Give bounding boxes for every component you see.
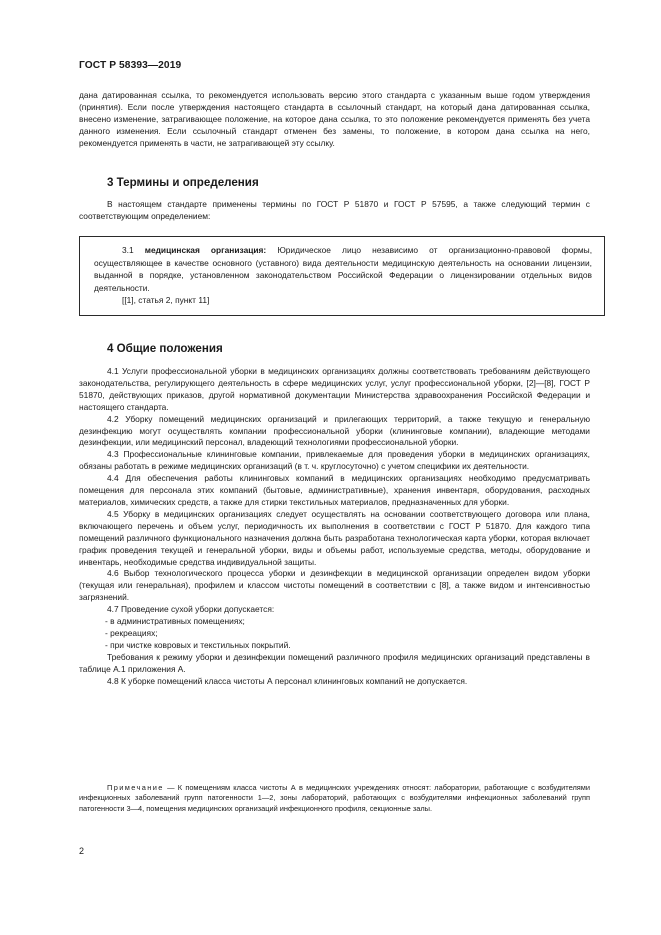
section-4-title: 4 Общие положения (107, 342, 223, 355)
section-3-title: 3 Термины и определения (107, 176, 259, 189)
note-block (79, 783, 590, 814)
term-definition-box (79, 236, 605, 316)
list-item: - в административных помещениях; (105, 616, 245, 627)
term-entry (94, 244, 592, 294)
list-item: - рекреациях; (105, 627, 158, 638)
list-item: - при чистке ковровых и текстильных покрытий. (105, 639, 291, 650)
clause-4-1: 4.1 Услуги профессиональной уборки в медицинских организациях должны соответствовать требованиям действующего законодательства, регулирующего деятельность в сфере медицинских услуг, услуг профессиональной уборки, [2]—[8], ГОСТ Р 51870, действующих приказов, другой нормативной документации Министерства здравоохранения Российской Федерации и настоящего стандарта. (79, 366, 590, 412)
term-definition (94, 244, 592, 307)
note-paragraph (79, 783, 590, 814)
page-number: 2 (79, 846, 85, 856)
term-number: 3.1 (122, 245, 134, 255)
clause-4-7-requirements: Требования к режиму уборки и дезинфекции помещений различного профиля медицинских организаций представлены в таблице А.1 приложения А. (79, 651, 590, 674)
clause-4-4: 4.4 Для обеспечения работы клининговых компаний в медицинских организациях необходимо предусматривать помещения для персонала этих компаний (бытовые, административные), хранения инвентаря, оборудования, расходных материалов, химических средств, а также для стирки текстильных материалов, предназначенных для уборки. (79, 473, 590, 507)
term-source: [[1], статья 2, пункт 11] (122, 295, 210, 305)
intro-text: дана датированная ссылка, то рекомендуется использовать версию этого стандарта с указанным выше годом утверждения (принятия). Если после утверждения настоящего стандарта в ссылочный стандарт, на который дана датированная ссылка, внесено изменение, затрагивающее положение, на которое дана ссылка, то это положение рекомендуется применять без учета данного изменения. Если ссылочный стандарт отменен без замены, то положение, в котором дана ссылка на него, рекомендуется применять в части, не затрагивающей эту ссылку. (79, 90, 590, 148)
section-3-lead-text: В настоящем стандарте применены термины по ГОСТ Р 51870 и ГОСТ Р 57595, а также следующий термин с соответствующим определением: (79, 199, 590, 221)
clause-4-6: 4.6 Выбор технологического процесса уборки и дезинфекции в медицинской организации определен видом уборки (текущая или генеральная), профилем и классом чистоты помещений в соответствии с [8], а также видом и интенсивностью загрязнений. (79, 568, 590, 603)
intro-paragraph (79, 90, 590, 150)
clause-4-5: 4.5 Уборку в медицинских организациях следует осуществлять на основании соответствующего договора или плана, включающего перечень и объем услуг, периодичность их выполнения в соответствии с ГОСТ Р 51870. Для каждого типа помещений различного функционального назначения должна быть разработана технологическая карта уборки, которая включает график проведения текущей и генеральной уборки, виды и объемы работ, используемые средства, методы, оборудование и инвентарь, необходимые средства индивидуальной защиты. (79, 508, 590, 567)
clause-4-8: 4.8 К уборке помещений класса чистоты А персонал клининговых компаний не допускается. (107, 675, 468, 686)
section-3-lead (79, 199, 590, 223)
clause-4-3: 4.3 Профессиональные клининговые компании, привлекаемые для проведения уборки в медицинских организациях, обязаны работать в режиме медицинских организаций (в т. ч. круглосуточно) с учетом специфики их деятельности. (79, 449, 590, 472)
section-4-body (79, 366, 590, 687)
note-label: Примечание (107, 783, 164, 792)
term-definition-text: Юридическое лицо независимо от организационно-правовой формы, осуществляющее в качестве основного (уставного) вида деятельности медицинскую деятельность на основании лицензии, выданной в порядке, установленном законодательством Российской Федерации о лицензировании отдельных видов деятельности. (94, 245, 593, 293)
clause-4-2: 4.2 Уборку помещений медицинских организаций и прилегающих территорий, а также текущую и генеральную дезинфекцию могут осуществлять компании профессиональной уборки (клининговые компании), владеющие методами дезинфекции, или медицинский персонал, владеющий технологиями профессиональной уборки. (79, 413, 590, 448)
standard-header: ГОСТ Р 58393—2019 (79, 60, 182, 71)
clause-4-7: 4.7 Проведение сухой уборки допускается: (107, 604, 275, 615)
term-name: медицинская организация: (144, 245, 267, 255)
note-text: — К помещениям класса чистоты А в медицинских учреждениях относят: лаборатории, работающие с возбудителями инфекционных заболеваний групп патогенности 1—2, зоны лабораторий, работающих с возбудителями инфекционных заболеваний групп патогенности 3—4, помещения медицинских организаций инфекционного профиля, секционные залы. (79, 783, 590, 813)
